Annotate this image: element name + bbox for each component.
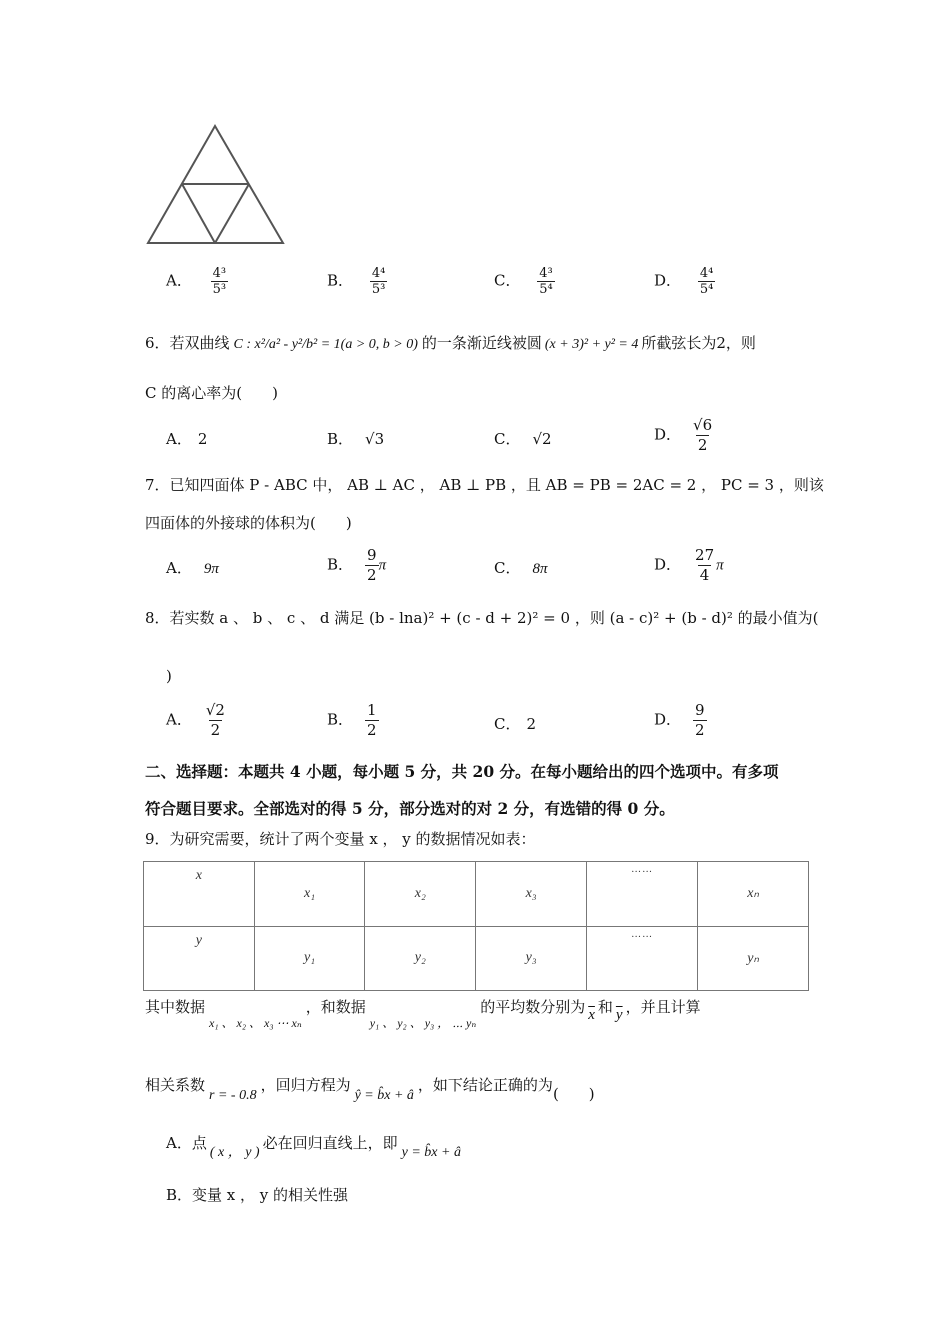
q6-option-b[interactable]: B． √3 xyxy=(327,430,385,448)
q9-correlation: r = - 0.8 xyxy=(209,1088,257,1103)
q7-stem-line2: 四面体的外接球的体积为( ) xyxy=(145,514,352,532)
q6-hyperbola: C : x²/a² - y²/b² = 1(a > 0, b > 0) xyxy=(233,337,418,352)
q6-option-a[interactable]: A． 2 xyxy=(166,430,208,448)
table-cell: y₂ xyxy=(365,926,476,991)
table-cell: …… xyxy=(587,926,698,991)
q5-option-b[interactable]: B． $\frac{\text{4⁴}}{\text{5³}}$ xyxy=(327,266,386,297)
table-cell: x₂ xyxy=(365,862,476,927)
q9-y-mean: $\overline{y}$ xyxy=(615,1007,623,1023)
section2-heading-line1: 二、选择题：本题共 4 小题，每小题 5 分，共 20 分。在每小题给出的四个选项中。有多项 xyxy=(145,762,779,781)
q8-option-d[interactable]: D． $\frac{9}{2}$ xyxy=(654,701,705,739)
q9-mean-point: ( x ， y ) xyxy=(209,1145,260,1160)
q7-option-c[interactable]: C． 8π xyxy=(494,559,548,577)
q7-option-a[interactable]: A． 9π xyxy=(166,559,219,577)
table-row xyxy=(144,926,809,991)
table-cell: x xyxy=(144,862,255,927)
q7-option-d[interactable]: D． $\frac{27}{4}$ π xyxy=(654,546,724,584)
section2-heading-line2: 符合题目要求。全部选对的得 5 分，部分选对的对 2 分，有选错的得 0 分。 xyxy=(145,799,675,818)
q8-stem-line1: 8．若实数 a 、 b 、 c 、 d 满足 (b - lna)² + (c - d + 2)² = 0 ，则 (a - c)² + (b - d)² 的最小值为( xyxy=(145,609,819,627)
table-cell: y xyxy=(144,926,255,991)
q9-para2: 相关系数r = - 0.8，回归方程为ŷ = b̂x + â，如下结论正确的为( ) xyxy=(145,1076,595,1103)
table-cell: x₁ xyxy=(254,862,365,927)
q8-option-c[interactable]: C． 2 xyxy=(494,715,537,733)
inner-left-edge xyxy=(182,184,215,243)
table-cell: y₁ xyxy=(254,926,365,991)
q6-stem-line2: C 的离心率为( ) xyxy=(145,384,278,402)
q5-a-den: 5³ xyxy=(212,282,227,297)
q8-stem-line2: ) xyxy=(166,667,172,685)
table-row xyxy=(144,862,809,927)
q9-intro: 9．为研究需要，统计了两个变量 x ， y 的数据情况如表： xyxy=(145,830,536,848)
table-cell: x₃ xyxy=(476,862,587,927)
q9-option-a[interactable]: A．点( x ， y )必在回归直线上，即y = b̂x + â xyxy=(166,1134,461,1160)
q7-option-b[interactable]: B． $\frac{9}{2}$ π xyxy=(327,546,387,584)
q9-x-data: x₁ 、 x₂ 、 x₃ ⋯ xₙ xyxy=(209,1016,302,1030)
q9-mean-equation: y = b̂x + â xyxy=(401,1145,461,1160)
q9-para1: 其中数据$_{x_1 、 x_2 、 x_3 \cdots x_n}$，和数据$_{y_1 、 y_2 、 y_3 , \cdots y_n}$的平均数分别为 $\overline{x}$ 和 $\overline{y}$ ，并且计算 xyxy=(145,998,701,1030)
q9-y-data: y₁ 、 y₂ 、 y₃ ， ⋯ yₙ xyxy=(369,1016,477,1030)
q6-option-d[interactable]: D． $\frac{√6}{2}$ xyxy=(654,416,713,454)
q5-option-d[interactable]: D． $\frac{\text{4⁴}}{\text{5⁴}}$ xyxy=(654,266,714,297)
table-cell: yₙ xyxy=(698,926,809,991)
q6-option-c[interactable]: C． √2 xyxy=(494,430,552,448)
triangle-figure xyxy=(140,120,290,250)
q5-option-a[interactable]: A． $\frac{\text{4³}}{\text{5³}}$ xyxy=(166,266,227,297)
table-cell: xₙ xyxy=(698,862,809,927)
q5-option-c[interactable]: C． $\frac{\text{4³}}{\text{5⁴}}$ xyxy=(494,266,553,297)
q5-a-num: 4³ xyxy=(212,266,227,281)
q8-option-b[interactable]: B． $\frac{1}{2}$ xyxy=(327,701,377,739)
q7-stem-line1: 7．已知四面体 P - ABC 中， AB ⊥ AC ， AB ⊥ PB ，且 AB = PB = 2AC = 2 ， PC = 3 ，则该 xyxy=(145,476,824,494)
q8-option-a[interactable]: A． $\frac{√2}{2}$ xyxy=(166,701,225,739)
q9-option-b[interactable]: B．变量 x ， y 的相关性强 xyxy=(166,1186,349,1204)
table-cell: …… xyxy=(587,862,698,927)
q9-regression: ŷ = b̂x + â xyxy=(354,1088,414,1103)
q9-x-mean: $\overline{x}$ xyxy=(588,1007,595,1023)
q6-stem-line1: 6．若双曲线 C : x²/a² - y²/b² = 1(a > 0, b > 0) 的一条渐近线被圆 (x + 3)² + y² = 4 所截弦长为2，则 xyxy=(145,334,756,352)
q9-data-table xyxy=(143,861,809,991)
inner-right-edge xyxy=(215,184,249,243)
table-cell: y₃ xyxy=(476,926,587,991)
q6-circle: (x + 3)² + y² = 4 xyxy=(544,337,639,352)
